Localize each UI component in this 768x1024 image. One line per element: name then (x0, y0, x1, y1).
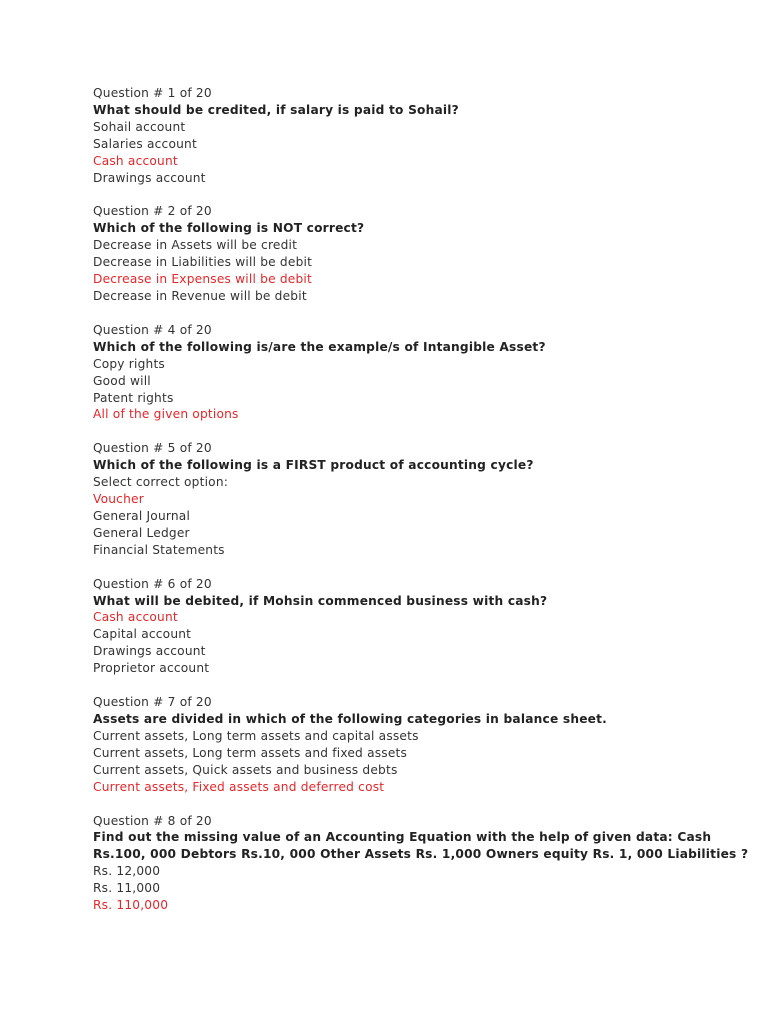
question-block (93, 813, 753, 914)
answer-option: Drawings account (93, 644, 206, 659)
answer-option: Salaries account (93, 136, 197, 151)
correct-answer-option: Voucher (93, 492, 144, 507)
question-title: Which of the following is/are the example/s of Intangible Asset? (93, 339, 546, 354)
answer-option: General Ledger (93, 525, 190, 540)
correct-answer-option: Cash account (93, 153, 178, 168)
answer-option: Current assets, Quick assets and business debts (93, 762, 398, 777)
question-block (93, 576, 753, 677)
question-number: Question # 8 of 20 (93, 813, 212, 828)
answer-option: Decrease in Revenue will be debit (93, 288, 307, 303)
answer-option: Patent rights (93, 390, 174, 405)
answer-option: Decrease in Liabilities will be debit (93, 255, 313, 270)
answer-option: Current assets, Long term assets and capital assets (93, 728, 419, 743)
correct-answer-option: All of the given options (93, 407, 239, 422)
answer-option: Capital account (93, 627, 192, 642)
question-title: Which of the following is a FIRST product of accounting cycle? (93, 458, 534, 473)
question-block (93, 85, 753, 186)
answer-option: Good will (93, 373, 151, 388)
question-number: Question # 1 of 20 (93, 86, 212, 100)
answer-option: Select correct option: (93, 475, 229, 490)
question-block (93, 203, 753, 304)
quiz-document (93, 85, 753, 931)
question-block (93, 440, 753, 558)
question-block (93, 322, 753, 423)
correct-answer-option: Cash account (93, 610, 178, 625)
correct-answer-option: Current assets, Fixed assets and deferred cost (93, 779, 385, 794)
answer-option: Rs. 11,000 (93, 881, 161, 896)
question-title: Assets are divided in which of the following categories in balance sheet. (93, 712, 607, 726)
answer-option: Copy rights (93, 356, 165, 371)
question-title: What will be debited, if Mohsin commenced business with cash? (93, 593, 548, 608)
answer-option: Decrease in Assets will be credit (93, 238, 298, 253)
answer-option: General Journal (93, 508, 191, 523)
answer-option: Rs. 12,000 (93, 864, 161, 879)
question-block (93, 694, 753, 795)
question-title: What should be credited, if salary is paid to Sohail? (93, 102, 459, 117)
question-number: Question # 6 of 20 (93, 576, 212, 591)
answer-option: Financial Statements (93, 542, 225, 557)
answer-option: Current assets, Long term assets and fixed assets (93, 745, 408, 760)
answer-option: Proprietor account (93, 661, 210, 676)
answer-option: Drawings account (93, 170, 206, 185)
question-number: Question # 4 of 20 (93, 322, 212, 337)
question-number: Question # 7 of 20 (93, 695, 212, 710)
question-number: Question # 5 of 20 (93, 441, 212, 456)
correct-answer-option: Decrease in Expenses will be debit (93, 272, 312, 287)
answer-option: Sohail account (93, 119, 186, 134)
question-number: Question # 2 of 20 (93, 204, 212, 219)
question-title: Find out the missing value of an Accounting Equation with the help of given data: Cash Rs.100, 000 Debtors Rs.10, 000 Other Assets Rs. 1,000 Owners equity Rs. 1, 000 Liabilities ? (93, 830, 749, 862)
correct-answer-option: Rs. 110,000 (93, 898, 169, 913)
question-title: Which of the following is NOT correct? (93, 221, 365, 236)
